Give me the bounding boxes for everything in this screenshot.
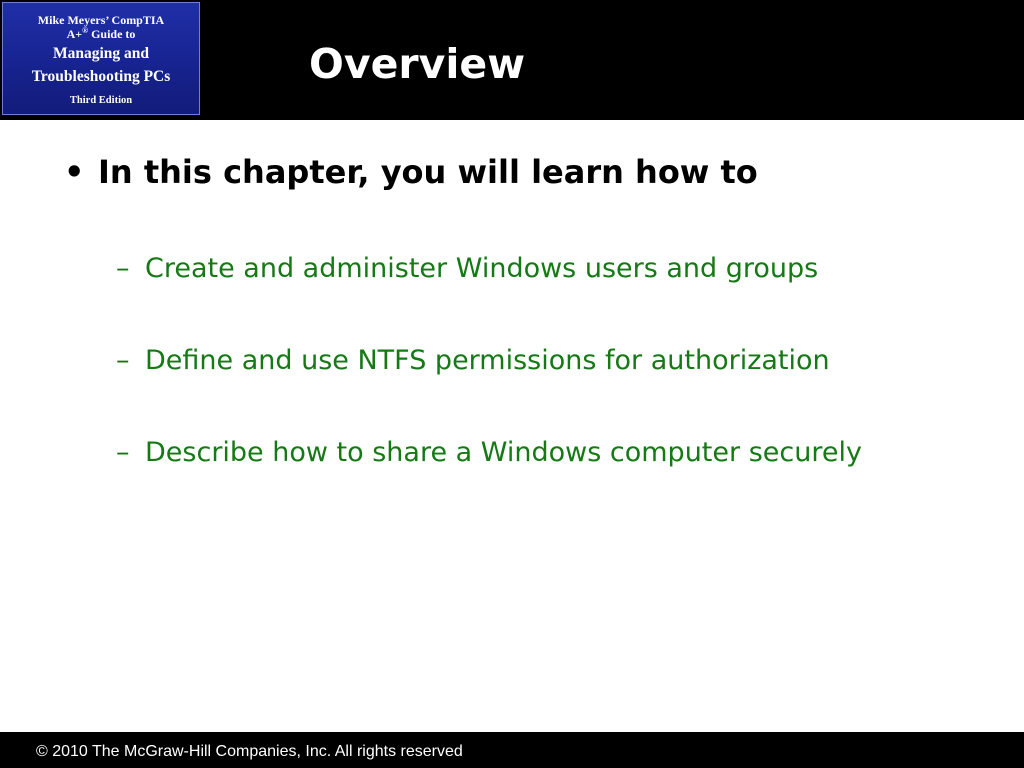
sub-bullet-text: Describe how to share a Windows computer securely (145, 437, 862, 468)
badge-line-edition: Third Edition (69, 95, 133, 106)
sub-bullet-text: Define and use NTFS permissions for authorization (145, 345, 830, 376)
main-bullet (64, 152, 758, 192)
header-bar (0, 0, 1024, 120)
sub-bullet-ntfs-permissions (116, 342, 976, 380)
footer-bar (0, 732, 1024, 768)
badge-line-troubleshooting: Troubleshooting PCs (31, 68, 171, 85)
badge-line-managing: Managing and (52, 45, 150, 62)
slide-title: Overview (309, 40, 526, 88)
slide-content (0, 120, 1024, 732)
badge-guide-to: Guide to (88, 27, 136, 41)
sub-bullet-dash: – (116, 345, 130, 376)
sub-bullet-share-computer (116, 434, 876, 472)
sub-bullet-dash: – (116, 437, 130, 468)
sub-bullet-dash: – (116, 253, 130, 284)
badge-line-guide (3, 27, 199, 41)
badge-line-series: Mike Meyers’ CompTIA (37, 13, 165, 27)
badge-aplus: A+ (66, 27, 83, 41)
main-bullet-text: In this chapter, you will learn how to (98, 153, 758, 191)
sub-bullet-text: Create and administer Windows users and groups (145, 253, 819, 284)
bullet-dot: • (64, 153, 85, 191)
copyright-notice: © 2010 The McGraw-Hill Companies, Inc. All rights reserved (36, 743, 463, 760)
sub-bullet-users-groups (116, 250, 976, 288)
registered-mark: ® (82, 26, 89, 35)
book-title-badge (2, 2, 200, 115)
